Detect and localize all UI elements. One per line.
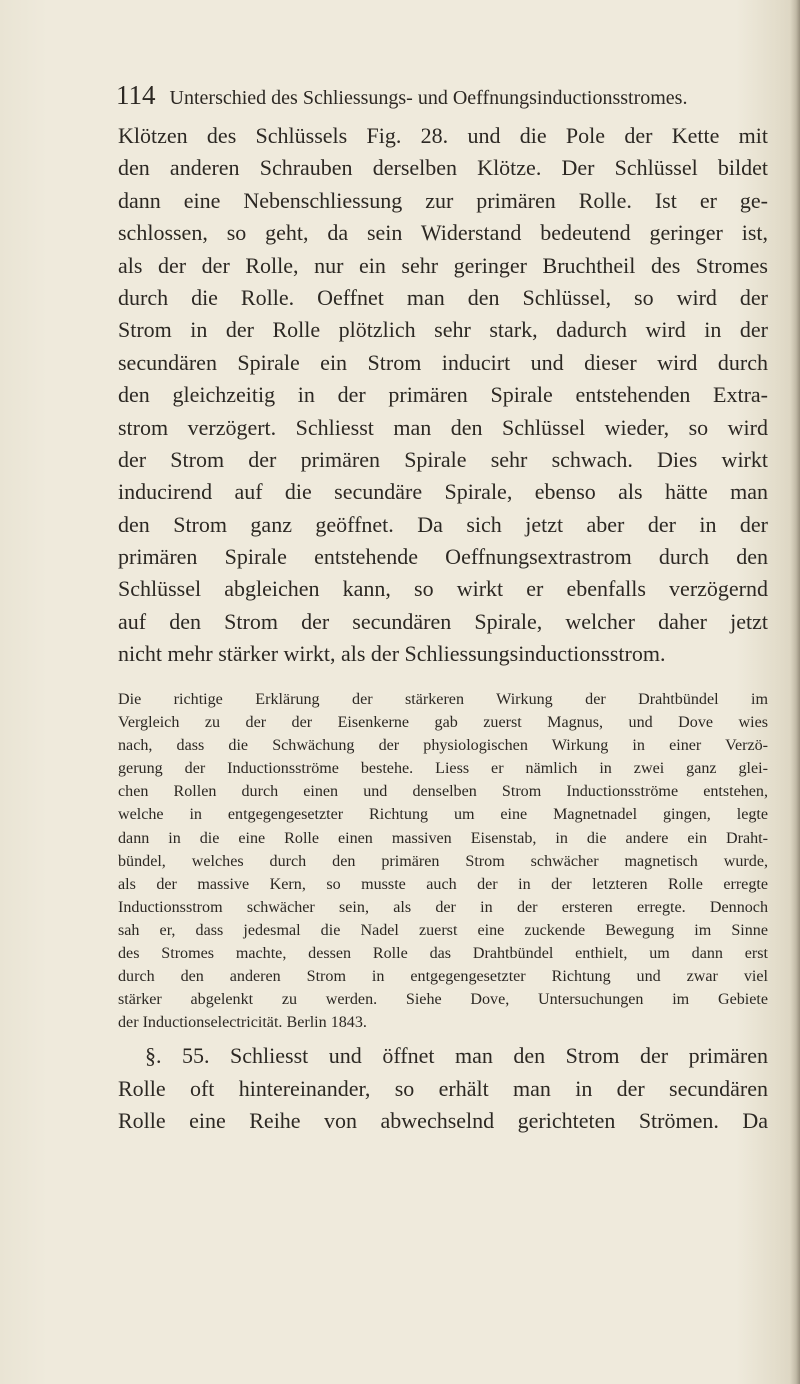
text-line: schlossen, so geht, da sein Widerstand bedeutend geringer ist,: [118, 220, 768, 246]
running-head: [116, 80, 766, 113]
section-heading-line: §. 55. Schliesst und öffnet man den Strom der primären: [145, 1043, 768, 1068]
footnote-line: Vergleich zu der der Eisenkerne gab zuerst Magnus, und Dove wies: [118, 714, 768, 732]
text-line: Strom in der Rolle plötzlich sehr stark, dadurch wird in der: [118, 317, 768, 343]
page-number: 114: [116, 80, 156, 110]
footnote-line: Inductionsstrom schwächer sein, als der in der ersteren erregte. Dennoch: [118, 898, 768, 916]
footnote-line: nach, dass die Schwächung der physiologischen Wirkung in einer Verzö-: [118, 737, 768, 755]
page-edge-shadow: [790, 0, 800, 1384]
footnote: [118, 688, 768, 1034]
footnote-line: der Inductionselectricität. Berlin 1843.: [118, 1014, 367, 1032]
text-line: den anderen Schrauben derselben Klötze. Der Schlüssel bildet: [118, 155, 768, 181]
text-line: den Strom ganz geöffnet. Da sich jetzt aber der in der: [118, 511, 768, 537]
footnote-line: sah er, dass jedesmal die Nadel zuerst eine zuckende Bewegung im Sinne: [118, 921, 768, 939]
footnote-line: stärker abgelenkt zu werden. Siehe Dove, Untersuchungen im Gebiete: [118, 991, 768, 1009]
text-line: dann eine Nebenschliessung zur primären Rolle. Ist er ge-: [118, 187, 768, 213]
running-title: Unterschied des Schliessungs- und Oeffnungsinductionsstromes.: [169, 87, 688, 109]
text-line: primären Spirale entstehende Oeffnungsextrastrom durch den: [118, 544, 768, 570]
text-line: durch die Rolle. Oeffnet man den Schlüssel, so wird der: [118, 284, 768, 310]
footnote-line: Die richtige Erklärung der stärkeren Wirkung der Drahtbündel im: [118, 691, 768, 708]
text-line: strom verzögert. Schliesst man den Schlüssel wieder, so wird: [118, 414, 768, 440]
footnote-line: als der massive Kern, so musste auch der in der letzteren Rolle erregte: [118, 875, 768, 893]
footnote-line: durch den anderen Strom in entgegengesetzter Richtung und zwar viel: [118, 968, 768, 986]
footnote-line: bündel, welches durch den primären Strom schwächer magnetisch wurde,: [118, 852, 768, 870]
text-line: Klötzen des Schlüssels Fig. 28. und die Pole der Kette mit: [118, 123, 768, 148]
text-line: auf den Strom der secundären Spirale, welcher daher jetzt: [118, 608, 768, 634]
text-line: nicht mehr stärker wirkt, als der Schliessungsinductionsstrom.: [118, 641, 666, 667]
text-line: secundären Spirale ein Strom inducirt und dieser wird durch: [118, 349, 768, 375]
text-line: Rolle eine Reihe von abwechselnd gerichteten Strömen. Da: [118, 1108, 768, 1133]
main-paragraph: [118, 120, 768, 671]
footnote-line: dann in die eine Rolle einen massiven Eisenstab, in die andere ein Draht-: [118, 829, 768, 847]
text-line: Rolle oft hintereinander, so erhält man in der secundären: [118, 1075, 768, 1101]
text-line: Schlüssel abgleichen kann, so wirkt er ebenfalls verzögernd: [118, 576, 768, 602]
section-55-paragraph: [118, 1040, 768, 1138]
text-line: inducirend auf die secundäre Spirale, ebenso als hätte man: [118, 479, 768, 505]
text-line: als der der Rolle, nur ein sehr geringer Bruchtheil des Stromes: [118, 252, 768, 278]
footnote-line: des Stromes machte, dessen Rolle das Drahtbündel enthielt, um dann erst: [118, 945, 768, 963]
footnote-line: gerung der Inductionsströme bestehe. Liess er nämlich in zwei ganz glei-: [118, 760, 768, 778]
footnote-line: chen Rollen durch einen und denselben Strom Inductionsströme entstehen,: [118, 783, 768, 801]
footnote-line: welche in entgegengesetzter Richtung um eine Magnetnadel gingen, legte: [118, 806, 768, 824]
text-line: der Strom der primären Spirale sehr schwach. Dies wirkt: [118, 446, 768, 472]
text-line: den gleichzeitig in der primären Spirale entstehenden Extra-: [118, 382, 768, 408]
